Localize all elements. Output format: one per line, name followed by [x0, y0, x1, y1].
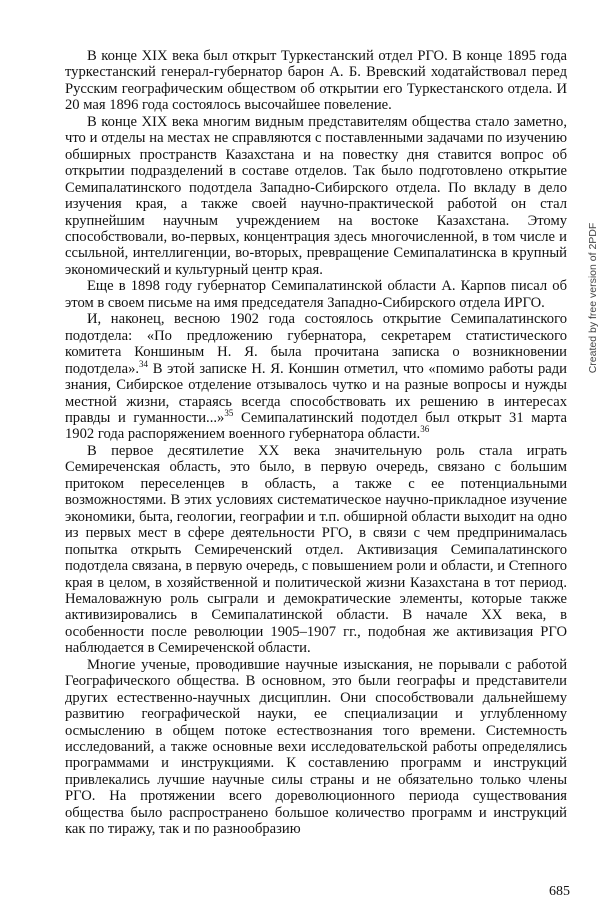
paragraph-4-text-c: Семипалатинский подотдел был открыт 31 марта 1902 года распоряжением военного губернатора области.: [65, 409, 567, 443]
footnote-ref-34[interactable]: 34: [139, 358, 149, 369]
footnote-ref-36[interactable]: 36: [420, 424, 430, 435]
paragraph-4-text-a: И, наконец, весною 1902 года состоялось открытие Семипалатинского подотдела: «По предложению губернатора, секретарем статистического комитета Коншиным Н. Я. была прочитана записка о возникновении подотдела».: [65, 311, 567, 377]
paragraph-6: Многие ученые, проводившие научные изыскания, не порывали с работой Географического общества. В основном, это были географы и представители других естественно-научных дисциплин. Они способствовали дальнейшему развитию географической науки, ее специализации и углубленному осмыслению в общем потоке естествознания того времени. Системность исследований, а также основные вехи исследовательской работы определялись программами и инструкциями. К составлению программ и инструкций привлекались лучшие научные силы страны и не обязательно только члены РГО. На протяжении всего дореволюционного периода существования общества было распространено большое количество программ и инструкций как по тиражу, так и по разнообразию: [65, 656, 567, 838]
paragraph-5: В первое десятилетие XX века значительную роль стала играть Семиреченская область, это было, в первую очередь, связано с большим притоком переселенцев в область, а также с ее потенциальными возможностями. В этих условиях систематическое научно-прикладное изучение экономики, быта, геологии, географии и т.п. обширной области выходит на одно из первых мест в сфере деятельности РГО, в связи с чем предпринималась попытка открыть Семиреченский отдел. Активизация Семипалатинского подотдела связана, в первую очередь, с повышением роли и области, и Степного края в целом, в хозяйственной и политической жизни Казахстана в тот период. Немаловажную роль сыграли и демократические элементы, которые также активизировались в Семипалатинской области. В начале XX века, в особенности после революции 1905–1907 гг., подобная же активизация РГО наблюдается в Семиреченской области.: [65, 442, 567, 657]
paragraph-2: В конце XIX века многим видным представителям общества стало заметно, что и отделы на местах не справляются с поставленными задачами по изучению обширных пространств Казахстана и на повестку дня ставится вопрос об открытии подразделений в составе отделов. Так было подготовлено открытие Семипалатинского подотдела Западно-Сибирского отдела. По вкладу в дело изучения края, а также своей научно-практической работой он стал крупнейшим научным учреждением на востоке Казахстана. Этому способствовали, во-первых, концентрация здесь многочисленной, в том числе и ссыльной, интеллигенции, во-вторых, превращение Семипалатинска в крупный экономический и культурный центр края.: [65, 113, 567, 278]
watermark: [587, 198, 599, 398]
footnote-ref-35[interactable]: 35: [224, 408, 234, 419]
paragraph-3: Еще в 1898 году губернатор Семипалатинской области А. Карпов писал об этом в своем письме на имя председателя Западно-Сибирского отдела ИРГО.: [65, 278, 567, 311]
page-number: 685: [549, 884, 570, 899]
paragraph-1: В конце XIX века был открыт Туркестанский отдел РГО. В конце 1895 года туркестанский генерал-губернатор барон А. Б. Вревский ходатайствовал перед Русским географическим обществом об открытии его Туркестанского отдела. И 20 мая 1896 года состоялось высочайшее повеление.: [65, 48, 567, 114]
body-text: [65, 48, 567, 838]
paragraph-4: [65, 311, 567, 443]
paragraph-4-text-b: В этой записке Н. Я. Коншин отметил, что «помимо работы ради знания, Сибирское отделение отзывалось чутко и на разные вопросы и нужды местной жизни, стараясь всегда способствовать их решению в интересах правды и гуманности...»: [65, 360, 567, 426]
watermark-text: Created by free version of 2PDF: [587, 222, 599, 374]
